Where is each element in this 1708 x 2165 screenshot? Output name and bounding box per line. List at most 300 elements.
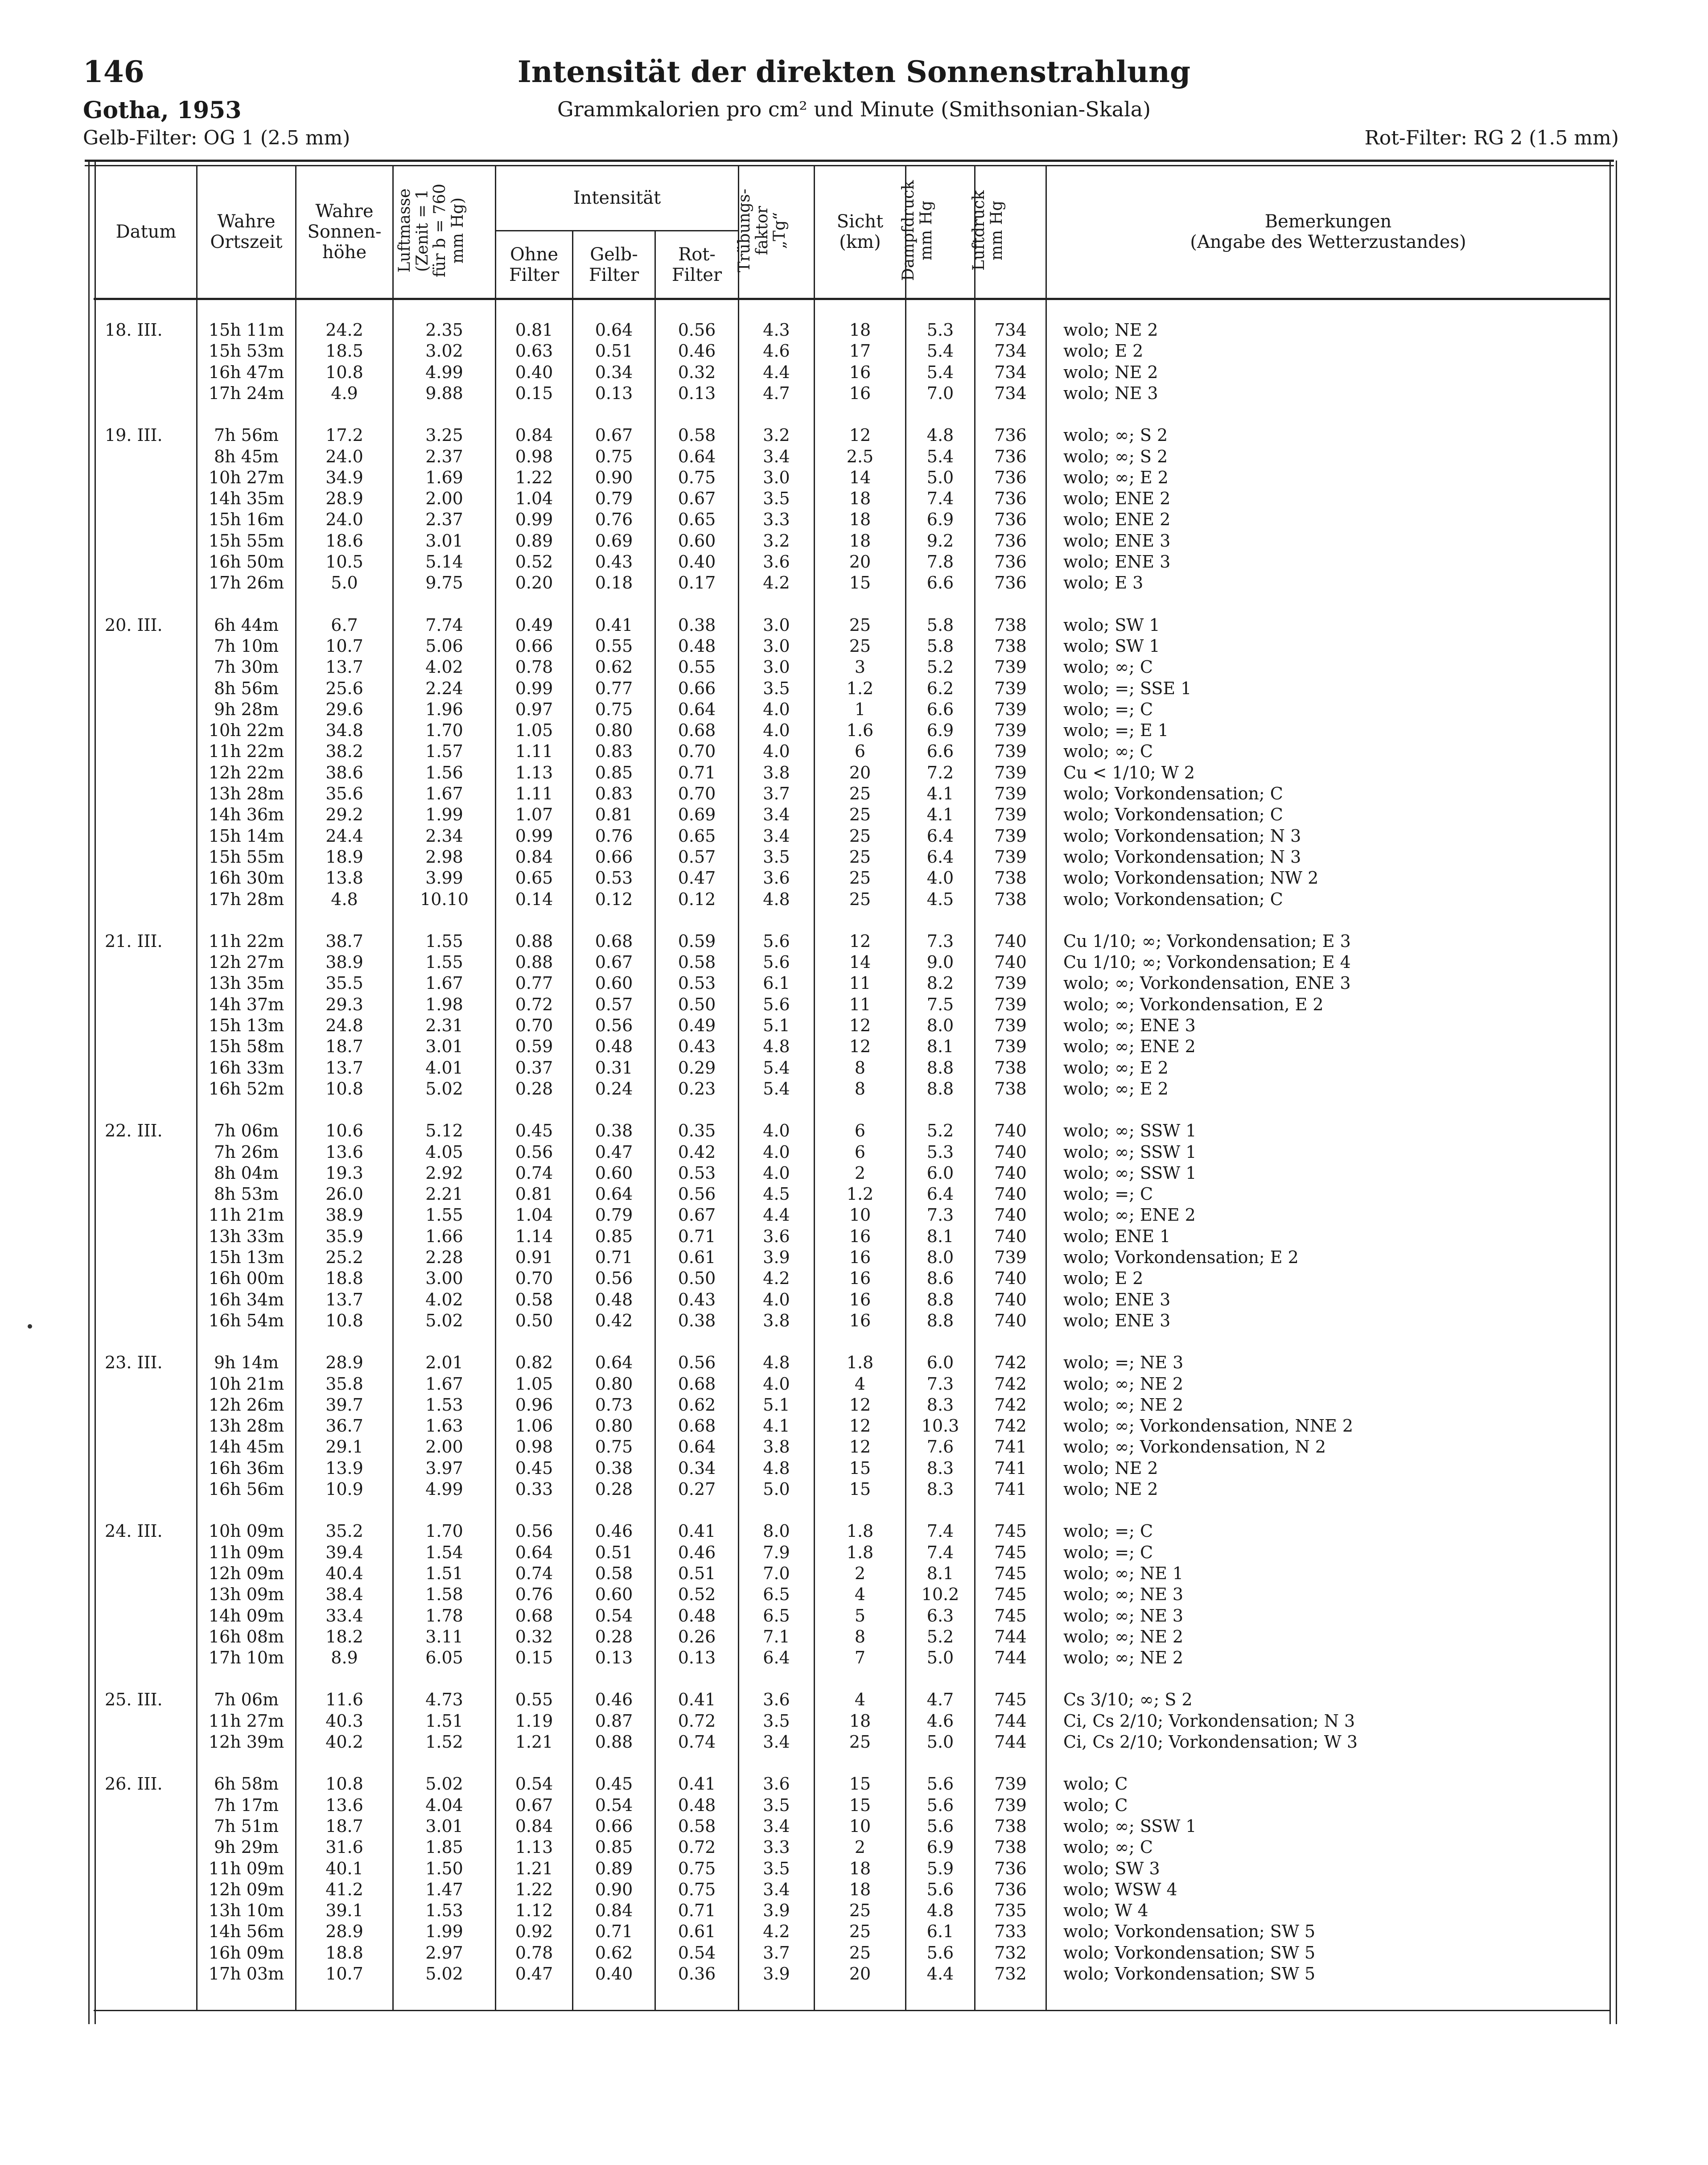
sicht-cell: 14 [849,467,871,487]
ortszeit-cell: 13h 28m [208,784,284,803]
ortszeit-cell: 7h 56m [214,425,279,445]
luftdruck-cell: 734 [994,383,1027,403]
bemerkung-cell: wolo; =; SSE 1 [1063,678,1192,698]
dampfdruck-cell: 8.0 [926,1247,954,1267]
ortszeit-cell: 16h 52m [208,1078,284,1099]
bemerkung-cell: wolo; ENE 3 [1063,1310,1171,1330]
sonnenhoehe-cell: 18.2 [325,1626,363,1646]
bemerkung-cell: wolo; NE 2 [1063,362,1158,382]
rot-filter-cell: 0.38 [678,1310,716,1330]
ohne-filter-cell: 0.99 [515,510,553,530]
luftdruck-cell: 739 [994,1795,1027,1815]
ohne-filter-cell: 0.28 [515,1078,553,1099]
sonnenhoehe-cell: 24.4 [325,826,363,846]
luftmasse-cell: 5.14 [425,552,463,572]
sicht-cell: 12 [849,1037,871,1057]
ortszeit-cell: 12h 27m [208,952,284,972]
truebungsfaktor-cell: 5.4 [763,1058,790,1078]
truebungsfaktor-cell: 3.4 [763,1816,790,1836]
rot-filter-cell: 0.43 [678,1289,716,1309]
dampfdruck-cell: 6.9 [926,510,954,530]
sicht-cell: 4 [854,1690,866,1710]
sicht-cell: 25 [849,1922,871,1942]
luftmasse-cell: 2.37 [425,446,463,466]
luftdruck-cell: 745 [994,1690,1027,1710]
truebungsfaktor-cell: 5.4 [763,1078,790,1099]
luftmasse-cell: 3.25 [425,425,463,445]
bemerkung-cell: wolo; SW 1 [1063,636,1160,656]
ortszeit-cell: 14h 36m [208,805,284,825]
dampfdruck-cell: 6.1 [926,1922,954,1942]
dampfdruck-cell: 5.2 [926,1121,954,1141]
sonnenhoehe-cell: 18.7 [325,1816,363,1836]
bemerkung-cell: wolo; NE 2 [1063,1479,1158,1499]
gelb-filter-cell: 0.41 [595,615,633,635]
dampfdruck-cell: 9.0 [926,952,954,972]
bemerkung-cell: wolo; ENE 2 [1063,510,1171,530]
luftdruck-cell: 732 [994,1943,1027,1963]
bemerkung-cell: wolo; =; C [1063,1542,1153,1562]
gelb-filter-cell: 0.60 [595,1163,633,1183]
luftmasse-cell: 4.05 [425,1142,463,1162]
ortszeit-cell: 11h 09m [208,1542,284,1562]
date-label: 19. III. [105,425,163,445]
luftmasse-cell: 3.02 [425,341,463,361]
truebungsfaktor-cell: 8.0 [763,1521,790,1541]
dampfdruck-cell: 5.6 [926,1795,954,1815]
luftmasse-cell: 1.63 [425,1416,463,1436]
ortszeit-cell: 17h 26m [208,573,284,593]
truebungsfaktor-cell: 3.9 [763,1247,790,1267]
gelb-filter-cell: 0.58 [595,1563,633,1583]
dampfdruck-cell: 6.0 [926,1353,954,1373]
sonnenhoehe-cell: 5.0 [331,573,358,593]
luftmasse-cell: 5.02 [425,1310,463,1330]
sicht-cell: 1 [854,699,866,719]
gelb-filter-cell: 0.84 [595,1901,633,1921]
ortszeit-cell: 10h 21m [208,1374,284,1394]
dampfdruck-cell: 4.1 [926,784,954,803]
sicht-cell: 1.8 [846,1542,874,1562]
truebungsfaktor-cell: 3.8 [763,1437,790,1457]
luftmasse-cell: 1.51 [425,1563,463,1583]
ortszeit-cell: 10h 09m [208,1521,284,1541]
luftdruck-cell: 738 [994,1837,1027,1857]
ohne-filter-cell: 1.22 [515,467,553,487]
sonnenhoehe-cell: 25.2 [325,1247,363,1267]
luftdruck-cell: 742 [994,1374,1027,1394]
gelb-filter-cell: 0.13 [595,383,633,403]
luftmasse-cell: 1.78 [425,1605,463,1626]
luftmasse-cell: 1.53 [425,1395,463,1415]
sicht-cell: 18 [849,489,871,509]
ohne-filter-cell: 0.88 [515,952,553,972]
ortszeit-cell: 8h 56m [214,678,279,698]
ohne-filter-cell: 0.98 [515,446,553,466]
ohne-filter-cell: 0.15 [515,383,553,403]
luftmasse-cell: 1.58 [425,1585,463,1605]
bemerkung-cell: wolo; E 2 [1063,341,1144,361]
gelb-filter-cell: 0.34 [595,362,633,382]
sonnenhoehe-cell: 39.7 [325,1395,363,1415]
ortszeit-cell: 7h 26m [214,1142,279,1162]
col-header-gelb-filter: Gelb- Filter [589,244,639,285]
rot-filter-cell: 0.75 [678,1879,716,1899]
truebungsfaktor-cell: 4.3 [763,320,790,340]
sicht-cell: 20 [849,552,871,572]
ohne-filter-cell: 1.11 [515,741,553,761]
dampfdruck-cell: 7.4 [926,1542,954,1562]
rot-filter-cell: 0.71 [678,1226,716,1246]
luftmasse-cell: 2.21 [425,1184,463,1204]
luftdruck-cell: 740 [994,931,1027,951]
sicht-cell: 15 [849,1774,871,1794]
sicht-cell: 18 [849,320,871,340]
dampfdruck-cell: 5.2 [926,657,954,677]
rot-filter-cell: 0.35 [678,1121,716,1141]
ohne-filter-cell: 1.07 [515,805,553,825]
bemerkung-cell: wolo; ∞; E 2 [1063,1078,1169,1099]
dampfdruck-cell: 8.3 [926,1395,954,1415]
sonnenhoehe-cell: 29.1 [325,1437,363,1457]
date-label: 18. III. [105,320,163,340]
sonnenhoehe-cell: 13.6 [325,1142,363,1162]
sonnenhoehe-cell: 13.8 [325,868,363,888]
dampfdruck-cell: 8.8 [926,1289,954,1309]
sonnenhoehe-cell: 38.9 [325,952,363,972]
luftmasse-cell: 2.97 [425,1943,463,1963]
gelb-filter-cell: 0.64 [595,1353,633,1373]
bemerkung-cell: wolo; ENE 3 [1063,531,1171,551]
rot-filter-cell: 0.48 [678,1605,716,1626]
gelb-filter-cell: 0.66 [595,847,633,867]
sonnenhoehe-cell: 26.0 [325,1184,363,1204]
sonnenhoehe-cell: 24.0 [325,510,363,530]
truebungsfaktor-cell: 3.6 [763,1690,790,1710]
sicht-cell: 20 [849,762,871,782]
sonnenhoehe-cell: 17.2 [325,425,363,445]
ohne-filter-cell: 0.56 [515,1521,553,1541]
luftdruck-cell: 736 [994,1858,1027,1878]
truebungsfaktor-cell: 3.7 [763,1943,790,1963]
luftdruck-cell: 740 [994,1289,1027,1309]
gelb-filter-cell: 0.66 [595,1816,633,1836]
luftmasse-cell: 4.01 [425,1058,463,1078]
rot-filter-cell: 0.71 [678,762,716,782]
luftmasse-cell: 4.02 [425,1289,463,1309]
rot-filter-cell: 0.70 [678,741,716,761]
ohne-filter-cell: 0.78 [515,1943,553,1963]
col-header-bemerkungen: Bemerkungen (Angabe des Wetterzustandes) [1190,211,1466,252]
luftmasse-cell: 1.50 [425,1858,463,1878]
ortszeit-cell: 15h 58m [208,1037,284,1057]
bemerkung-cell: Cu 1/10; ∞; Vorkondensation; E 3 [1063,931,1351,951]
truebungsfaktor-cell: 4.4 [763,362,790,382]
ortszeit-cell: 16h 50m [208,552,284,572]
gelb-filter-cell: 0.81 [595,805,633,825]
gelb-filter-cell: 0.89 [595,1858,633,1878]
rot-filter-cell: 0.42 [678,1142,716,1162]
rot-filter-cell: 0.36 [678,1964,716,1984]
bemerkung-cell: wolo; ∞; E 2 [1063,1058,1169,1078]
luftmasse-cell: 5.02 [425,1078,463,1099]
luftdruck-cell: 740 [994,1310,1027,1330]
col-header-rot-filter: Rot- Filter [671,244,722,285]
sicht-cell: 18 [849,1711,871,1731]
ortszeit-cell: 15h 55m [208,847,284,867]
sonnenhoehe-cell: 36.7 [325,1416,363,1436]
rot-filter-cell: 0.58 [678,952,716,972]
sonnenhoehe-cell: 6.7 [331,615,358,635]
luftdruck-cell: 740 [994,1226,1027,1246]
gelb-filter-cell: 0.46 [595,1690,633,1710]
luftmasse-cell: 3.01 [425,531,463,551]
bemerkung-cell: wolo; Vorkondensation; SW 5 [1063,1964,1316,1984]
dampfdruck-cell: 6.6 [926,573,954,593]
ortszeit-cell: 15h 13m [208,1247,284,1267]
luftdruck-cell: 742 [994,1353,1027,1373]
rot-filter-cell: 0.29 [678,1058,716,1078]
luftdruck-cell: 739 [994,1247,1027,1267]
sonnenhoehe-cell: 31.6 [325,1837,363,1857]
luftdruck-cell: 736 [994,446,1027,466]
ohne-filter-cell: 1.05 [515,1374,553,1394]
gelb-filter-cell: 0.48 [595,1037,633,1057]
luftdruck-cell: 739 [994,994,1027,1014]
bemerkung-cell: wolo; =; NE 3 [1063,1353,1184,1373]
rot-filter-cell: 0.51 [678,1563,716,1583]
truebungsfaktor-cell: 4.4 [763,1205,790,1225]
sicht-cell: 25 [849,784,871,803]
ortszeit-cell: 12h 22m [208,762,284,782]
gelb-filter-cell: 0.43 [595,552,633,572]
ohne-filter-cell: 0.68 [515,1605,553,1626]
rot-filter-cell: 0.50 [678,994,716,1014]
ohne-filter-cell: 1.05 [515,720,553,741]
sicht-cell: 25 [849,1732,871,1752]
ortszeit-cell: 13h 33m [208,1226,284,1246]
dampfdruck-cell: 8.2 [926,973,954,993]
ohne-filter-cell: 0.20 [515,573,553,593]
luftmasse-cell: 2.98 [425,847,463,867]
truebungsfaktor-cell: 4.0 [763,1374,790,1394]
gelb-filter-cell: 0.24 [595,1078,633,1099]
bemerkung-cell: wolo; Vorkondensation; NW 2 [1063,868,1319,888]
bemerkung-cell: wolo; ∞; NE 2 [1063,1648,1184,1668]
sonnenhoehe-cell: 10.8 [325,1078,363,1099]
luftdruck-cell: 740 [994,952,1027,972]
gelb-filter-cell: 0.60 [595,1585,633,1605]
sonnenhoehe-cell: 28.9 [325,1353,363,1373]
sonnenhoehe-cell: 10.7 [325,636,363,656]
dampfdruck-cell: 5.6 [926,1943,954,1963]
sicht-cell: 25 [849,636,871,656]
truebungsfaktor-cell: 4.8 [763,1458,790,1478]
ortszeit-cell: 12h 09m [208,1563,284,1583]
gelb-filter-cell: 0.48 [595,1289,633,1309]
sonnenhoehe-cell: 28.9 [325,1922,363,1942]
rot-filter-cell: 0.75 [678,1858,716,1878]
dampfdruck-cell: 7.3 [926,1374,954,1394]
gelb-filter-cell: 0.54 [595,1795,633,1815]
truebungsfaktor-cell: 3.5 [763,847,790,867]
col-header-datum: Datum [115,222,177,242]
sonnenhoehe-cell: 35.9 [325,1226,363,1246]
sicht-cell: 2.5 [846,446,874,466]
luftmasse-cell: 1.54 [425,1542,463,1562]
rot-filter-cell: 0.58 [678,425,716,445]
truebungsfaktor-cell: 6.5 [763,1585,790,1605]
truebungsfaktor-cell: 4.2 [763,1268,790,1288]
truebungsfaktor-cell: 3.2 [763,425,790,445]
dampfdruck-cell: 6.4 [926,847,954,867]
luftmasse-cell: 2.92 [425,1163,463,1183]
ortszeit-cell: 11h 09m [208,1858,284,1878]
sicht-cell: 25 [849,826,871,846]
rot-filter-cell: 0.13 [678,1648,716,1668]
luftmasse-cell: 2.34 [425,826,463,846]
col-header-sicht: Sicht (km) [836,211,884,252]
gelb-filter-cell: 0.28 [595,1626,633,1646]
truebungsfaktor-cell: 3.6 [763,1226,790,1246]
sonnenhoehe-cell: 13.7 [325,1058,363,1078]
sicht-cell: 16 [849,383,871,403]
gelb-filter-cell: 0.51 [595,1542,633,1562]
rot-filter-cell: 0.41 [678,1690,716,1710]
gelb-filter-cell: 0.47 [595,1142,633,1162]
sonnenhoehe-cell: 38.6 [325,762,363,782]
bemerkung-cell: wolo; C [1063,1795,1128,1815]
sonnenhoehe-cell: 18.7 [325,1037,363,1057]
sicht-cell: 4 [854,1585,866,1605]
ohne-filter-cell: 0.37 [515,1058,553,1078]
dampfdruck-cell: 5.4 [926,446,954,466]
luftdruck-cell: 738 [994,868,1027,888]
dampfdruck-cell: 7.4 [926,489,954,509]
gelb-filter-cell: 0.67 [595,425,633,445]
sonnenhoehe-cell: 40.1 [325,1858,363,1878]
sicht-cell: 1.2 [846,1184,874,1204]
page-title: Intensität der direkten Sonnenstrahlung [517,54,1191,89]
sicht-cell: 6 [854,1142,866,1162]
ohne-filter-cell: 0.81 [515,1184,553,1204]
bemerkung-cell: wolo; ∞; C [1063,1837,1153,1857]
luftmasse-cell: 4.04 [425,1795,463,1815]
sonnenhoehe-cell: 34.8 [325,720,363,741]
dampfdruck-cell: 5.8 [926,615,954,635]
sicht-cell: 1.2 [846,678,874,698]
ohne-filter-cell: 0.65 [515,868,553,888]
gelb-filter-cell: 0.67 [595,952,633,972]
gelb-filter-cell: 0.51 [595,341,633,361]
truebungsfaktor-cell: 3.3 [763,510,790,530]
ortszeit-cell: 13h 09m [208,1585,284,1605]
rot-filter-cell: 0.41 [678,1521,716,1541]
luftdruck-cell: 738 [994,615,1027,635]
luftdruck-cell: 738 [994,1816,1027,1836]
ohne-filter-cell: 0.49 [515,615,553,635]
bemerkung-cell: wolo; ∞; SSW 1 [1063,1142,1197,1162]
gelb-filter-cell: 0.85 [595,1837,633,1857]
luftdruck-cell: 735 [994,1901,1027,1921]
ortszeit-cell: 16h 47m [208,362,284,382]
ohne-filter-cell: 1.11 [515,784,553,803]
sicht-cell: 18 [849,510,871,530]
sonnenhoehe-cell: 10.7 [325,1964,363,1984]
truebungsfaktor-cell: 3.4 [763,1732,790,1752]
gelb-filter-cell: 0.12 [595,889,633,909]
luftmasse-cell: 5.06 [425,636,463,656]
bemerkung-cell: wolo; ENE 3 [1063,1289,1171,1309]
truebungsfaktor-cell: 3.0 [763,636,790,656]
rot-filter-cell: 0.72 [678,1711,716,1731]
ohne-filter-cell: 0.50 [515,1310,553,1330]
luftdruck-cell: 736 [994,573,1027,593]
gelb-filter-cell: 0.55 [595,636,633,656]
gelb-filter-cell: 0.62 [595,657,633,677]
rot-filter-cell: 0.46 [678,1542,716,1562]
sicht-cell: 7 [854,1648,866,1668]
rot-filter-cell: 0.68 [678,1374,716,1394]
dampfdruck-cell: 5.0 [926,1648,954,1668]
truebungsfaktor-cell: 6.1 [763,973,790,993]
rot-filter-cell: 0.61 [678,1922,716,1942]
dampfdruck-cell: 7.3 [926,1205,954,1225]
luftdruck-cell: 739 [994,847,1027,867]
sonnenhoehe-cell: 18.8 [325,1943,363,1963]
bemerkung-cell: Cu < 1/10; W 2 [1063,762,1195,782]
rot-filter-cell: 0.46 [678,341,716,361]
sicht-cell: 25 [849,1901,871,1921]
bemerkung-cell: wolo; ∞; NE 3 [1063,1585,1184,1605]
dampfdruck-cell: 8.6 [926,1268,954,1288]
sonnenhoehe-cell: 29.6 [325,699,363,719]
luftmasse-cell: 1.55 [425,931,463,951]
rot-filter-cell: 0.70 [678,784,716,803]
rot-filter-cell: 0.47 [678,868,716,888]
truebungsfaktor-cell: 3.8 [763,762,790,782]
sicht-cell: 5 [854,1605,866,1626]
truebungsfaktor-cell: 4.0 [763,720,790,741]
bemerkung-cell: wolo; ENE 3 [1063,552,1171,572]
ohne-filter-cell: 0.40 [515,362,553,382]
luftmasse-cell: 1.56 [425,762,463,782]
dampfdruck-cell: 6.4 [926,1184,954,1204]
gelb-filter-cell: 0.75 [595,1437,633,1457]
ohne-filter-cell: 0.89 [515,531,553,551]
luftdruck-cell: 736 [994,552,1027,572]
dampfdruck-cell: 5.0 [926,1732,954,1752]
luftdruck-cell: 739 [994,973,1027,993]
rot-filter-cell: 0.23 [678,1078,716,1099]
bemerkung-cell: wolo; ∞; S 2 [1063,425,1168,445]
ohne-filter-cell: 0.88 [515,931,553,951]
sicht-cell: 3 [854,657,866,677]
dampfdruck-cell: 10.2 [921,1585,959,1605]
dampfdruck-cell: 9.2 [926,531,954,551]
ohne-filter-cell: 0.97 [515,699,553,719]
rot-filter-cell: 0.27 [678,1479,716,1499]
luftdruck-cell: 732 [994,1964,1027,1984]
gelb-filter-cell: 0.85 [595,1226,633,1246]
sicht-cell: 4 [854,1374,866,1394]
truebungsfaktor-cell: 3.0 [763,467,790,487]
gelb-filter-cell: 0.77 [595,678,633,698]
luftmasse-cell: 4.73 [425,1690,463,1710]
ohne-filter-cell: 1.14 [515,1226,553,1246]
gelb-filter-cell: 0.83 [595,784,633,803]
luftmasse-cell: 1.69 [425,467,463,487]
